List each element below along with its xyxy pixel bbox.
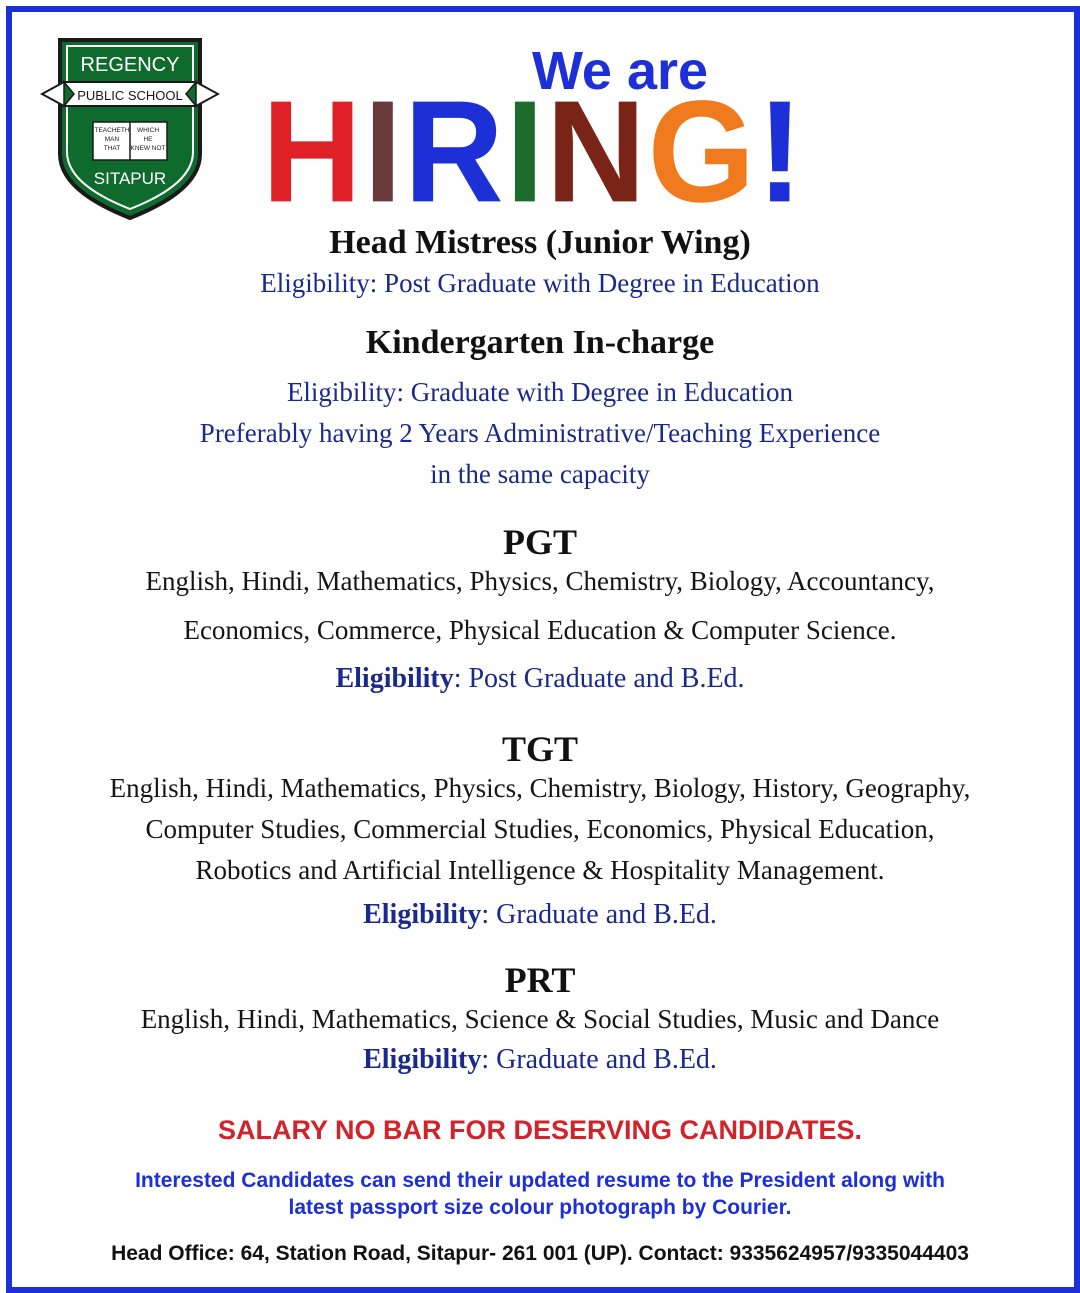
head-office-contact: Head Office: 64, Station Road, Sitapur- 261 001 (UP). Contact: 9335624957/9335044403	[111, 1242, 969, 1265]
hiring-letter-6: G	[647, 93, 758, 211]
eligibility-label: Eligibility	[363, 899, 482, 930]
position-title-head-mistress: Head Mistress (Junior Wing)	[329, 224, 751, 261]
eligibility-value: : Graduate and B.Ed.	[481, 899, 717, 930]
eligibility-value: : Post Graduate and B.Ed.	[453, 663, 745, 694]
logo-school-name: REGENCY	[80, 54, 180, 76]
pgt-subjects-line-2: Economics, Commerce, Physical Education & Computer Science.	[183, 615, 897, 645]
logo-motto-right-2: HE	[143, 136, 153, 143]
eligibility-kindergarten: Eligibility: Graduate with Degree in Education	[286, 377, 794, 407]
position-title-prt: PRT	[504, 960, 576, 1000]
hiring-letter-1: H	[262, 93, 364, 211]
hiring-letter-7: !	[757, 93, 806, 211]
logo-city: SITAPUR	[93, 169, 167, 188]
eligibility-value: : Graduate and B.Ed.	[481, 1044, 717, 1075]
eligibility-label: Eligibility	[335, 663, 454, 694]
logo-motto-left-1: TEACHETH	[94, 127, 130, 134]
application-instructions-line-1: Interested Candidates can send their updated resume to the President along with	[135, 1169, 945, 1192]
kindergarten-experience-line: Preferably having 2 Years Administrative/Teaching Experience	[199, 418, 881, 448]
headline-hiring	[262, 93, 902, 211]
eligibility-tgt	[0, 899, 1080, 931]
application-instructions-line-2: latest passport size colour photograph by Courier.	[288, 1196, 792, 1219]
eligibility-head-mistress: Eligibility: Post Graduate with Degree in Education	[260, 268, 820, 298]
eligibility-pgt	[0, 663, 1080, 695]
logo-school-type: PUBLIC SCHOOL	[77, 88, 183, 103]
tgt-subjects-line-3: Robotics and Artificial Intelligence & Hospitality Management.	[195, 855, 885, 885]
eligibility-prt	[0, 1044, 1080, 1076]
pgt-subjects-line-1: English, Hindi, Mathematics, Physics, Chemistry, Biology, Accountancy,	[145, 566, 935, 596]
logo-motto-right-1: WHICH	[136, 127, 160, 134]
headline-we-are: We are	[531, 41, 709, 101]
hiring-letter-4: I	[505, 93, 547, 211]
logo-motto-right-3: KNEW NOT	[130, 145, 166, 152]
kindergarten-capacity-line: in the same capacity	[430, 459, 650, 489]
tgt-subjects-line-1: English, Hindi, Mathematics, Physics, Chemistry, Biology, History, Geography,	[109, 773, 971, 803]
hiring-letter-5: N	[546, 93, 648, 211]
hiring-letter-3: R	[404, 93, 506, 211]
hiring-letter-2: I	[363, 93, 405, 211]
position-title-kindergarten: Kindergarten In-charge	[365, 324, 715, 361]
salary-notice: SALARY NO BAR FOR DESERVING CANDIDATES.	[217, 1115, 863, 1145]
position-title-tgt: TGT	[501, 729, 579, 769]
eligibility-label: Eligibility	[363, 1044, 482, 1075]
position-title-pgt: PGT	[502, 522, 577, 562]
logo-motto-left-2: MAN	[104, 136, 120, 143]
tgt-subjects-line-2: Computer Studies, Commercial Studies, Economics, Physical Education,	[145, 814, 935, 844]
prt-subjects-line-1: English, Hindi, Mathematics, Science & Social Studies, Music and Dance	[140, 1004, 940, 1034]
logo-motto-left-3: THAT	[103, 145, 121, 152]
